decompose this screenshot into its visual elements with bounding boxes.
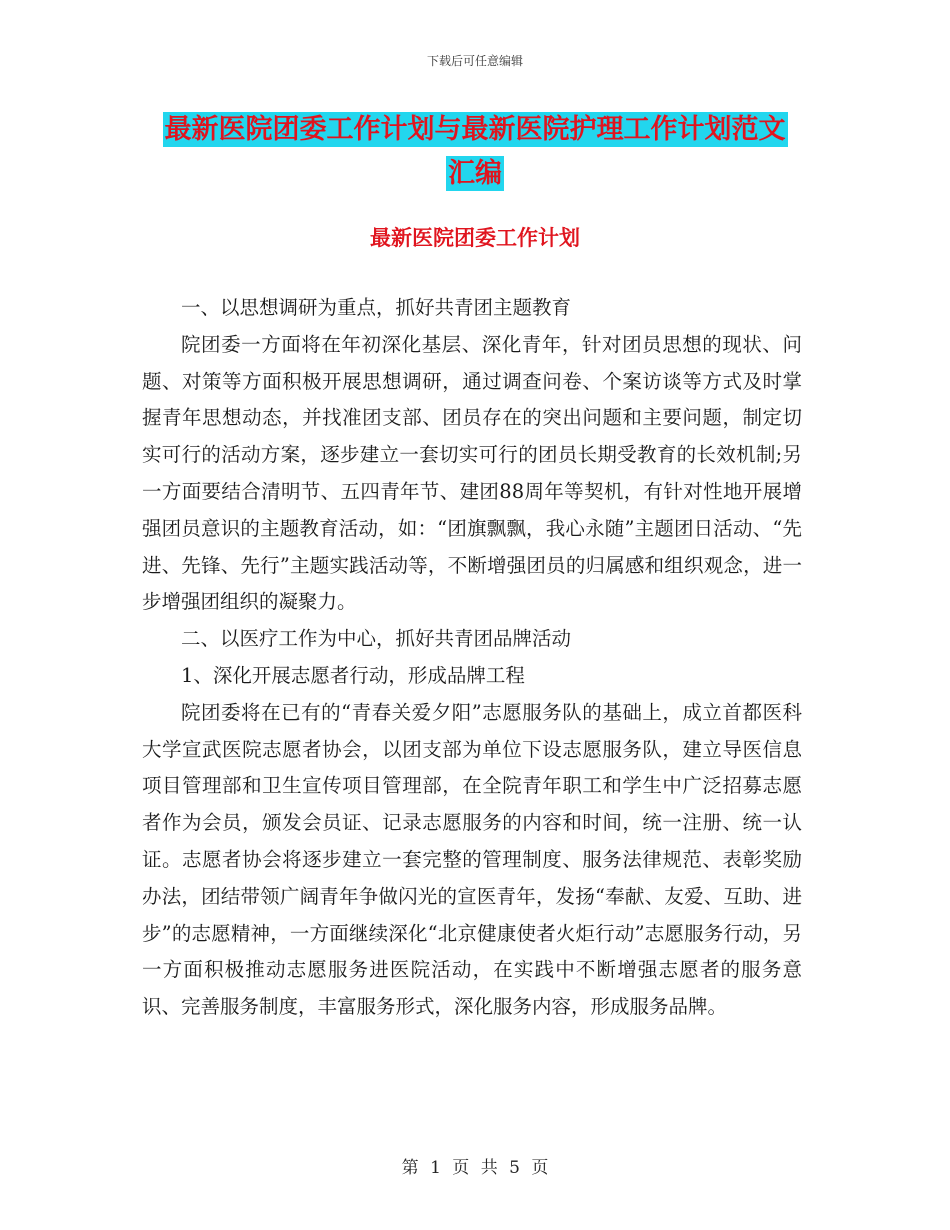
subheading-2-1: 1、深化开展志愿者行动，形成品牌工程 [181, 663, 525, 687]
heading-2: 二、以医疗工作为中心，抓好共青团品牌活动 [181, 627, 572, 651]
paragraph-1: 院团委一方面将在年初深化基层、深化青年，针对团员思想的现状、问题、对策等方面积极开展思想调研，通过调查问卷、个案访谈等方式及时掌握青年思想动态，并找准团支部、团员存在的突出问题和主要问题，制定切实可行的活动方案，逐步建立一套切实可行的团员长期受教育的长效机制;另一方面要结合清明节、五四青年节、建团88周年等契机，有针对性地开展增强团员意识的主题教育活动，如：“团旗飘飘，我心永随”主题团日活动、“先进、先锋、先行”主题实践活动等，不断增强团员的归属感和组织观念，进一步增强团组织的凝聚力。 [142, 332, 802, 614]
document-title-line-2: 汇编 [448, 158, 502, 189]
document-title-line-1: 最新医院团委工作计划与最新医院护理工作计划范文 [164, 114, 786, 145]
header-note: 下载后可任意编辑 [426, 54, 523, 68]
section-title: 最新医院团委工作计划 [370, 226, 580, 250]
heading-1: 一、以思想调研为重点，抓好共青团主题教育 [181, 296, 572, 319]
document-title [140, 108, 810, 196]
paragraph-2: 院团委将在已有的“青春关爱夕阳”志愿服务队的基础上，成立首都医科大学宣武医院志愿者协会，以团支部为单位下设志愿服务队，建立导医信息项目管理部和卫生宣传项目管理部，在全院青年职工和学生中广泛招募志愿者作为会员，颁发会员证、记录志愿服务的内容和时间，统一注册、统一认证。志愿者协会将逐步建立一套完整的管理制度、服务法律规范、表彰奖励办法，团结带领广阔青年争做闪光的宣医青年，发扬“奉献、友爱、互助、进步”的志愿精神，一方面继续深化“北京健康使者火炬行动”志愿服务行动，另一方面积极推动志愿服务进医院活动，在实践中不断增强志愿者的服务意识、完善服务制度，丰富服务形式，深化服务内容，形成服务品牌。 [142, 700, 802, 1019]
page-footer: 第 1 页 共 5 页 [401, 1158, 549, 1178]
document-body [142, 290, 802, 1026]
